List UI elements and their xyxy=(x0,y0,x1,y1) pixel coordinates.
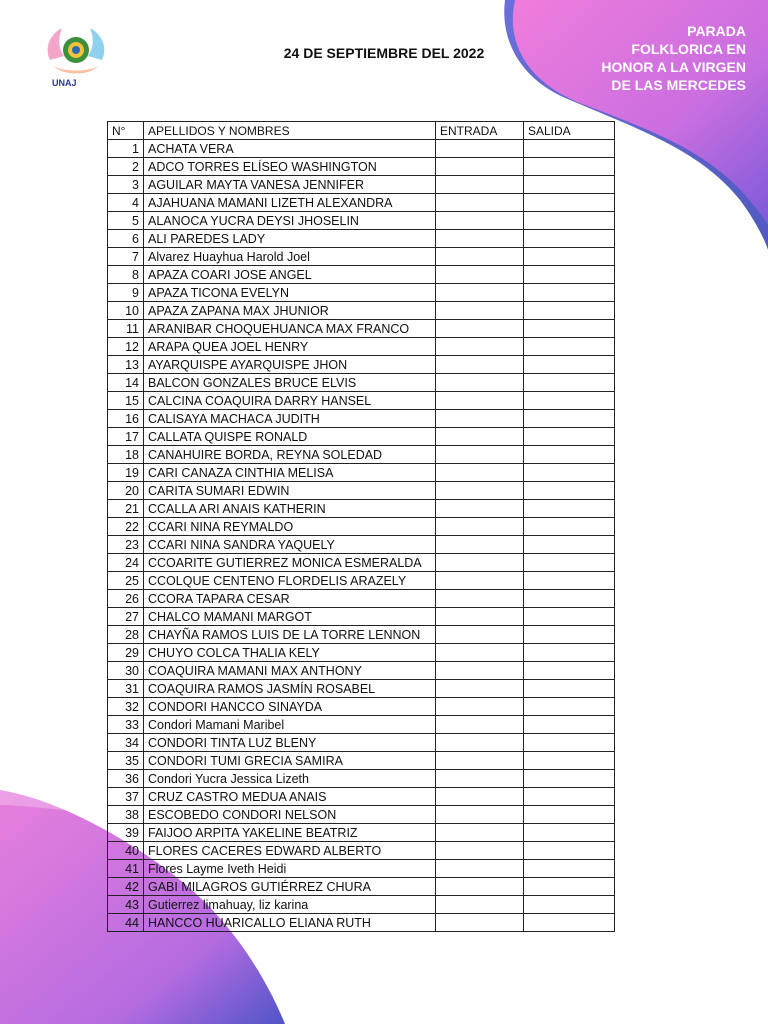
row-entrada-cell xyxy=(436,914,524,932)
row-entrada-cell xyxy=(436,338,524,356)
table-row xyxy=(108,194,615,212)
table-row xyxy=(108,590,615,608)
row-number: 44 xyxy=(108,914,144,932)
row-salida-cell xyxy=(524,914,615,932)
row-entrada-cell xyxy=(436,806,524,824)
event-title-line: FOLKLORICA EN xyxy=(631,41,746,57)
row-entrada-cell xyxy=(436,230,524,248)
row-name: AGUILAR MAYTA VANESA JENNIFER xyxy=(144,176,436,194)
table-row xyxy=(108,320,615,338)
row-number: 43 xyxy=(108,896,144,914)
row-name: ARAPA QUEA JOEL HENRY xyxy=(144,338,436,356)
row-salida-cell xyxy=(524,518,615,536)
row-name: CARI CANAZA CINTHIA MELISA xyxy=(144,464,436,482)
row-number: 4 xyxy=(108,194,144,212)
table-row xyxy=(108,266,615,284)
table-row xyxy=(108,770,615,788)
row-salida-cell xyxy=(524,734,615,752)
row-name: AYARQUISPE AYARQUISPE JHON xyxy=(144,356,436,374)
row-entrada-cell xyxy=(436,644,524,662)
row-salida-cell xyxy=(524,788,615,806)
row-name: CHALCO MAMANI MARGOT xyxy=(144,608,436,626)
row-name: CARITA SUMARI EDWIN xyxy=(144,482,436,500)
row-name: Condori Mamani Maribel xyxy=(144,716,436,734)
row-entrada-cell xyxy=(436,464,524,482)
row-entrada-cell xyxy=(436,698,524,716)
row-salida-cell xyxy=(524,806,615,824)
row-salida-cell xyxy=(524,716,615,734)
table-row xyxy=(108,806,615,824)
event-title-line: PARADA xyxy=(687,23,746,39)
row-number: 11 xyxy=(108,320,144,338)
row-number: 34 xyxy=(108,734,144,752)
row-salida-cell xyxy=(524,140,615,158)
row-entrada-cell xyxy=(436,446,524,464)
row-name: AJAHUANA MAMANI LIZETH ALEXANDRA xyxy=(144,194,436,212)
row-salida-cell xyxy=(524,446,615,464)
row-number: 9 xyxy=(108,284,144,302)
table-row xyxy=(108,428,615,446)
row-number: 27 xyxy=(108,608,144,626)
row-salida-cell xyxy=(524,500,615,518)
row-number: 15 xyxy=(108,392,144,410)
row-salida-cell xyxy=(524,320,615,338)
row-entrada-cell xyxy=(436,734,524,752)
table-row xyxy=(108,446,615,464)
row-salida-cell xyxy=(524,824,615,842)
row-entrada-cell xyxy=(436,896,524,914)
row-entrada-cell xyxy=(436,662,524,680)
row-number: 8 xyxy=(108,266,144,284)
row-salida-cell xyxy=(524,248,615,266)
row-name: CHUYO COLCA THALIA KELY xyxy=(144,644,436,662)
table-row xyxy=(108,734,615,752)
row-entrada-cell xyxy=(436,878,524,896)
row-name: CONDORI TUMI GRECIA SAMIRA xyxy=(144,752,436,770)
row-entrada-cell xyxy=(436,860,524,878)
row-number: 36 xyxy=(108,770,144,788)
table-row xyxy=(108,914,615,932)
row-entrada-cell xyxy=(436,518,524,536)
row-name: CCALLA ARI ANAIS KATHERIN xyxy=(144,500,436,518)
row-name: APAZA TICONA EVELYN xyxy=(144,284,436,302)
row-entrada-cell xyxy=(436,410,524,428)
row-salida-cell xyxy=(524,230,615,248)
row-entrada-cell xyxy=(436,374,524,392)
row-salida-cell xyxy=(524,608,615,626)
row-name: CONDORI TINTA LUZ BLENY xyxy=(144,734,436,752)
row-number: 14 xyxy=(108,374,144,392)
row-name: CHAYÑA RAMOS LUIS DE LA TORRE LENNON xyxy=(144,626,436,644)
row-name: CCOARITE GUTIERREZ MONICA ESMERALDA xyxy=(144,554,436,572)
row-number: 6 xyxy=(108,230,144,248)
row-salida-cell xyxy=(524,878,615,896)
row-entrada-cell xyxy=(436,482,524,500)
row-number: 35 xyxy=(108,752,144,770)
header-salida: SALIDA xyxy=(524,122,615,140)
row-salida-cell xyxy=(524,374,615,392)
row-number: 7 xyxy=(108,248,144,266)
header-entrada: ENTRADA xyxy=(436,122,524,140)
row-name: Condori Yucra Jessica Lizeth xyxy=(144,770,436,788)
row-number: 16 xyxy=(108,410,144,428)
row-name: CCARI NINA SANDRA YAQUELY xyxy=(144,536,436,554)
table-body xyxy=(108,140,615,932)
row-salida-cell xyxy=(524,338,615,356)
row-name: APAZA ZAPANA MAX JHUNIOR xyxy=(144,302,436,320)
row-entrada-cell xyxy=(436,752,524,770)
document-date: 24 DE SEPTIEMBRE DEL 2022 xyxy=(283,45,485,61)
row-entrada-cell xyxy=(436,248,524,266)
table-row xyxy=(108,752,615,770)
table-row xyxy=(108,410,615,428)
row-entrada-cell xyxy=(436,608,524,626)
table-row xyxy=(108,482,615,500)
row-number: 21 xyxy=(108,500,144,518)
row-name: FAIJOO ARPITA YAKELINE BEATRIZ xyxy=(144,824,436,842)
row-number: 2 xyxy=(108,158,144,176)
header-names: APELLIDOS Y NOMBRES xyxy=(144,122,436,140)
row-name: CONDORI HANCCO SINAYDA xyxy=(144,698,436,716)
table-header-row xyxy=(108,122,615,140)
table-row xyxy=(108,824,615,842)
row-name: ALANOCA YUCRA DEYSI JHOSELIN xyxy=(144,212,436,230)
row-salida-cell xyxy=(524,698,615,716)
row-salida-cell xyxy=(524,554,615,572)
table-row xyxy=(108,392,615,410)
table-row xyxy=(108,860,615,878)
row-salida-cell xyxy=(524,482,615,500)
row-salida-cell xyxy=(524,770,615,788)
row-entrada-cell xyxy=(436,140,524,158)
table-row xyxy=(108,842,615,860)
table-row xyxy=(108,554,615,572)
row-name: HANCCO HUARICALLO ELIANA RUTH xyxy=(144,914,436,932)
table-row xyxy=(108,338,615,356)
row-salida-cell xyxy=(524,194,615,212)
row-number: 33 xyxy=(108,716,144,734)
row-name: COAQUIRA MAMANI MAX ANTHONY xyxy=(144,662,436,680)
row-salida-cell xyxy=(524,626,615,644)
row-salida-cell xyxy=(524,752,615,770)
row-name: Gutierrez limahuay, liz karina xyxy=(144,896,436,914)
row-name: CALCINA COAQUIRA DARRY HANSEL xyxy=(144,392,436,410)
table-row xyxy=(108,716,615,734)
row-name: CANAHUIRE BORDA, REYNA SOLEDAD xyxy=(144,446,436,464)
table-row xyxy=(108,230,615,248)
table-row xyxy=(108,518,615,536)
row-entrada-cell xyxy=(436,194,524,212)
table-row xyxy=(108,374,615,392)
row-number: 17 xyxy=(108,428,144,446)
row-salida-cell xyxy=(524,590,615,608)
row-entrada-cell xyxy=(436,212,524,230)
row-name: BALCON GONZALES BRUCE ELVIS xyxy=(144,374,436,392)
table-row xyxy=(108,896,615,914)
row-number: 1 xyxy=(108,140,144,158)
row-name: ALI PAREDES LADY xyxy=(144,230,436,248)
row-number: 38 xyxy=(108,806,144,824)
table-row xyxy=(108,284,615,302)
row-entrada-cell xyxy=(436,284,524,302)
row-salida-cell xyxy=(524,284,615,302)
row-salida-cell xyxy=(524,536,615,554)
row-salida-cell xyxy=(524,302,615,320)
table-row xyxy=(108,212,615,230)
row-salida-cell xyxy=(524,662,615,680)
event-title xyxy=(566,22,746,94)
row-salida-cell xyxy=(524,644,615,662)
row-number: 3 xyxy=(108,176,144,194)
table-row xyxy=(108,464,615,482)
row-entrada-cell xyxy=(436,680,524,698)
row-salida-cell xyxy=(524,392,615,410)
row-name: ADCO TORRES ELÍSEO WASHINGTON xyxy=(144,158,436,176)
row-number: 41 xyxy=(108,860,144,878)
row-number: 37 xyxy=(108,788,144,806)
row-salida-cell xyxy=(524,896,615,914)
row-name: ARANIBAR CHOQUEHUANCA MAX FRANCO xyxy=(144,320,436,338)
table-row xyxy=(108,644,615,662)
row-entrada-cell xyxy=(436,590,524,608)
row-name: CCARI NINA REYMALDO xyxy=(144,518,436,536)
row-name: CCOLQUE CENTENO FLORDELIS ARAZELY xyxy=(144,572,436,590)
row-number: 5 xyxy=(108,212,144,230)
row-salida-cell xyxy=(524,680,615,698)
row-number: 23 xyxy=(108,536,144,554)
row-number: 39 xyxy=(108,824,144,842)
row-number: 25 xyxy=(108,572,144,590)
table-row xyxy=(108,788,615,806)
row-entrada-cell xyxy=(436,266,524,284)
row-entrada-cell xyxy=(436,158,524,176)
row-salida-cell xyxy=(524,860,615,878)
row-entrada-cell xyxy=(436,392,524,410)
row-number: 30 xyxy=(108,662,144,680)
table-row xyxy=(108,626,615,644)
table-row xyxy=(108,302,615,320)
row-entrada-cell xyxy=(436,626,524,644)
table-row xyxy=(108,608,615,626)
row-number: 26 xyxy=(108,590,144,608)
table-row xyxy=(108,878,615,896)
logo-wordmark: UNAJ xyxy=(52,78,77,88)
row-number: 29 xyxy=(108,644,144,662)
row-entrada-cell xyxy=(436,824,524,842)
table-row xyxy=(108,140,615,158)
row-name: ESCOBEDO CONDORI NELSON xyxy=(144,806,436,824)
header-number: N° xyxy=(108,122,144,140)
row-number: 31 xyxy=(108,680,144,698)
row-salida-cell xyxy=(524,572,615,590)
row-name: CCORA TAPARA CESAR xyxy=(144,590,436,608)
row-number: 13 xyxy=(108,356,144,374)
row-number: 19 xyxy=(108,464,144,482)
row-name: Flores Layme Iveth Heidi xyxy=(144,860,436,878)
row-entrada-cell xyxy=(436,320,524,338)
row-number: 28 xyxy=(108,626,144,644)
row-salida-cell xyxy=(524,410,615,428)
table-row xyxy=(108,662,615,680)
row-entrada-cell xyxy=(436,536,524,554)
row-entrada-cell xyxy=(436,176,524,194)
row-number: 32 xyxy=(108,698,144,716)
event-title-line: DE LAS MERCEDES xyxy=(611,77,746,93)
row-entrada-cell xyxy=(436,842,524,860)
row-entrada-cell xyxy=(436,554,524,572)
row-number: 42 xyxy=(108,878,144,896)
attendance-table xyxy=(107,121,615,932)
row-name: CRUZ CASTRO MEDUA ANAIS xyxy=(144,788,436,806)
row-number: 20 xyxy=(108,482,144,500)
row-name: Alvarez Huayhua Harold Joel xyxy=(144,248,436,266)
row-salida-cell xyxy=(524,212,615,230)
row-name: ACHATA VERA xyxy=(144,140,436,158)
table-row xyxy=(108,680,615,698)
row-salida-cell xyxy=(524,842,615,860)
row-name: APAZA COARI JOSE ANGEL xyxy=(144,266,436,284)
table-row xyxy=(108,356,615,374)
row-name: GABI MILAGROS GUTIÉRREZ CHURA xyxy=(144,878,436,896)
row-salida-cell xyxy=(524,428,615,446)
row-entrada-cell xyxy=(436,716,524,734)
row-name: FLORES CACERES EDWARD ALBERTO xyxy=(144,842,436,860)
row-number: 40 xyxy=(108,842,144,860)
table-row xyxy=(108,500,615,518)
row-entrada-cell xyxy=(436,572,524,590)
row-entrada-cell xyxy=(436,356,524,374)
row-entrada-cell xyxy=(436,428,524,446)
row-name: COAQUIRA RAMOS JASMÍN ROSABEL xyxy=(144,680,436,698)
row-salida-cell xyxy=(524,176,615,194)
table-row xyxy=(108,572,615,590)
row-name: CALLATA QUISPE RONALD xyxy=(144,428,436,446)
row-number: 22 xyxy=(108,518,144,536)
table-row xyxy=(108,176,615,194)
table-row xyxy=(108,248,615,266)
row-name: CALISAYA MACHACA JUDITH xyxy=(144,410,436,428)
row-number: 24 xyxy=(108,554,144,572)
row-entrada-cell xyxy=(436,770,524,788)
row-number: 10 xyxy=(108,302,144,320)
row-entrada-cell xyxy=(436,500,524,518)
table-row xyxy=(108,536,615,554)
row-salida-cell xyxy=(524,356,615,374)
event-title-line: HONOR A LA VIRGEN xyxy=(601,59,746,75)
row-salida-cell xyxy=(524,266,615,284)
row-number: 12 xyxy=(108,338,144,356)
table-row xyxy=(108,158,615,176)
row-salida-cell xyxy=(524,158,615,176)
table-row xyxy=(108,698,615,716)
row-entrada-cell xyxy=(436,302,524,320)
row-entrada-cell xyxy=(436,788,524,806)
row-salida-cell xyxy=(524,464,615,482)
row-number: 18 xyxy=(108,446,144,464)
